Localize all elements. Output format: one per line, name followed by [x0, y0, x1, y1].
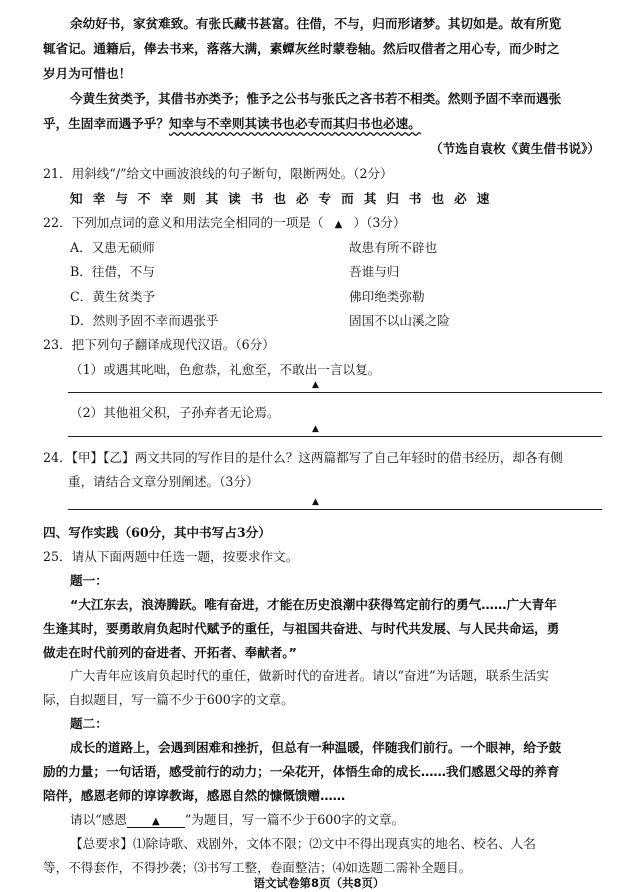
q24-answer-line[interactable]: [68, 509, 602, 510]
topic-1-prompt-2: 际，自拟题目，写一篇不少于600字的文章。: [43, 692, 294, 707]
topic-1-quote-1: “大江东去，浪涛腾跃。唯有奋进，才能在历史浪潮中获得笃定前行的勇气……广大青年: [70, 597, 557, 612]
q23-answer-1-marker: ▲: [312, 380, 319, 390]
q22-option-d: D．然则予固不幸而遇张乎: [70, 313, 219, 328]
topic-2-prompt: [70, 809, 404, 828]
general-requirements-1: 【总要求】⑴除诗歌、戏剧外，文体不限；⑵文中不得出现真实的地名、校名、人名: [70, 836, 536, 851]
topic-2-label: 题二：: [70, 716, 108, 731]
topic-2-quote-3: 陪伴，感恩老师的谆谆教诲，感恩自然的慷慨馈赠……: [43, 788, 346, 803]
q25-stem: 25．请从下面两题中任选一题，按要求作文。: [43, 549, 299, 564]
q22-stem-end: ）（3分）: [353, 215, 406, 230]
passage-source: （节选自袁枚《黄生借书说》）: [429, 141, 600, 156]
q22-option-c: C．黄生贫类予: [70, 289, 156, 304]
topic-1-label: 题一：: [70, 573, 108, 588]
q22-answer-blank[interactable]: ▲: [334, 219, 343, 230]
q24-answer-marker: ▲: [312, 497, 319, 507]
passage-line-5-pre: 乎，生固幸而遇予乎？: [43, 116, 169, 131]
q23-answer-line-1[interactable]: [68, 392, 602, 393]
topic-1-quote-2: 生逢其时，要勇敢肩负起时代赋予的重任，与祖国共奋进、与时代共发展、与人民共命运，勇: [43, 621, 560, 636]
q22-option-c-pair: 佛印绝类弥勒: [349, 289, 425, 304]
passage-line-3: 岁月为可惜也！: [43, 66, 132, 81]
passage-line-2: 辄省记。通籍后，俸去书来，落落大满，素蟫灰丝时蒙卷轴。然后叹借者之用心专，而少时之: [43, 41, 560, 56]
passage-line-1: 余幼好书，家贫难致。有张氏藏书甚富。往借，不与，归而形诸梦。其切如是。故有所览: [70, 16, 562, 31]
q22-stem-text: 22．下列加点词的意义和用法完全相同的一项是（: [43, 215, 324, 230]
q23-sentence-1: （1）或遇其叱咄，色愈恭，礼愈至，不敢出一言以复。: [70, 362, 381, 377]
q23-answer-line-2[interactable]: [68, 436, 602, 437]
wavy-underlined-sentence: 知幸与不幸则其读书也必专而其归书也必速。: [168, 116, 421, 131]
topic-2-quote-2: 励的力量；一句话语，感受前行的动力；一朵花开，体悟生命的成长……我们感恩父母的养育: [43, 764, 560, 779]
topic-1-quote-3: 做走在时代前列的奋进者、开拓者、奉献者。”: [43, 645, 297, 660]
q23-stem: 23．把下列句子翻译成现代汉语。（6分）: [43, 337, 275, 352]
q21-sentence: 知幸与不幸则其读书也必专而其归书也必速: [70, 191, 500, 206]
q22-option-a: A．又患无硕师: [70, 240, 155, 255]
passage-line-5: [43, 113, 421, 132]
topic-2-prompt-post: ”为题目，写一篇不少于600字的文章。: [184, 812, 405, 827]
q21-stem: 21．用斜线“/”给文中画波浪线的句子断句，限断两处。（2分）: [43, 166, 393, 181]
q22-option-d-pair: 固国不以山溪之险: [349, 313, 450, 328]
q22-option-b: B．往借，不与: [70, 264, 155, 279]
q24-line-1: 24．【甲】【乙】两文共同的写作目的是什么？这两篇都写了自己年轻时的借书经历，却各有侧: [43, 450, 563, 465]
q23-sentence-2: （2）其他祖父积，子孙弃者无论焉。: [70, 405, 280, 420]
general-requirements-2: 等，不得套作，不得抄袭；⑶书写工整，卷面整洁；⑷如选题二需补全题目。: [43, 860, 472, 875]
topic-2-quote-1: 成长的道路上，会遇到困难和挫折，但总有一种温暖，伴随我们前行。一个眼神，给予鼓: [70, 740, 562, 755]
topic-2-title-blank[interactable]: ▲: [127, 816, 185, 828]
page-footer: 语文试卷第8页（共8页）: [253, 876, 385, 890]
passage-line-4: 今黄生贫类予，其借书亦类予；惟予之公书与张氏之吝书若不相类。然则予固不幸而遇张: [70, 91, 562, 106]
topic-1-prompt-1: 广大青年应该肩负起时代的重任，做新时代的奋进者。请以“奋进”为话题，联系生活实: [70, 668, 549, 683]
section-4-title: 四、写作实践（60分，其中书写占3分）: [43, 525, 271, 540]
q22-stem: [43, 212, 406, 231]
topic-2-prompt-pre: 请以“感恩: [70, 812, 127, 827]
q22-option-b-pair: 吾谁与归: [349, 264, 400, 279]
q22-option-a-pair: 故患有所不辟也: [349, 240, 438, 255]
q23-answer-2-marker: ▲: [312, 424, 319, 434]
q24-line-2: 重，请结合文章分别阐述。（3分）: [68, 474, 259, 489]
